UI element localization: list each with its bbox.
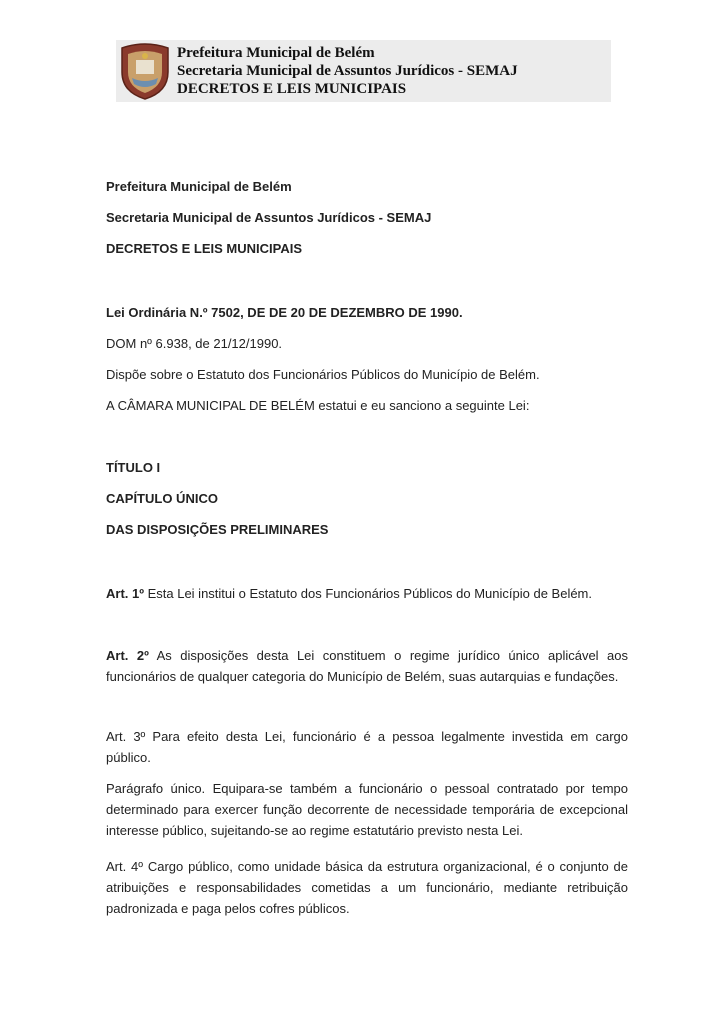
- intro-block: [106, 176, 628, 259]
- law-summary: Dispõe sobre o Estatuto dos Funcionários Públicos do Município de Belém.: [106, 367, 540, 382]
- intro-secretaria: Secretaria Municipal de Assuntos Jurídicos - SEMAJ: [106, 210, 432, 225]
- law-enactment: A CÂMARA MUNICIPAL DE BELÉM estatui e eu sanciono a seguinte Lei:: [106, 398, 530, 413]
- law-dom: DOM nº 6.938, de 21/12/1990.: [106, 336, 283, 351]
- intro-decretos: DECRETOS E LEIS MUNICIPAIS: [106, 241, 302, 256]
- heading-titulo: TÍTULO I: [106, 460, 161, 475]
- article-2-text: As disposições desta Lei constituem o regime jurídico único aplicável aos funcionários de qualquer categoria do Município de Belém, suas autarquias e fundações.: [106, 648, 629, 684]
- heading-capitulo: CAPÍTULO ÚNICO: [106, 491, 218, 506]
- header-title-block: [177, 44, 518, 98]
- article-3-paragraph: Parágrafo único. Equipara-se também a funcionário o pessoal contratado por tempo determinado para exercer função decorrente de necessidade temporária de excepcional interesse público, sujeitando-se ao regime estatutário previsto nesta Lei.: [106, 781, 628, 838]
- article-1-text: Esta Lei institui o Estatuto dos Funcionários Públicos do Município de Belém.: [143, 586, 593, 601]
- header-line-secretaria: Secretaria Municipal de Assuntos Jurídicos - SEMAJ: [177, 63, 518, 79]
- header-line-decretos: DECRETOS E LEIS MUNICIPAIS: [177, 81, 407, 97]
- article-1-label: Art. 1º: [106, 586, 144, 601]
- article-2-label: Art. 2º: [106, 648, 149, 663]
- article-4-text: Art. 4º Cargo público, como unidade básica da estrutura organizacional, é o conjunto de atribuições e responsabilidades cometidas a um funcionário, mediante retribuição padronizada e paga pelos cofres públicos.: [106, 859, 628, 916]
- article-3-text: Art. 3º Para efeito desta Lei, funcionário é a pessoa legalmente investida em cargo público.: [106, 729, 628, 765]
- header-line-prefeitura: Prefeitura Municipal de Belém: [177, 45, 375, 61]
- article-2: [106, 645, 628, 687]
- coat-of-arms-icon: [118, 42, 172, 100]
- heading-disposicoes: DAS DISPOSIÇÕES PRELIMINARES: [106, 522, 329, 537]
- law-header-block: [106, 302, 628, 416]
- law-title: Lei Ordinária N.º 7502, DE DE 20 DE DEZEMBRO DE 1990.: [106, 305, 463, 320]
- article-1: [106, 583, 628, 604]
- article-4: [106, 856, 628, 919]
- intro-prefeitura: Prefeitura Municipal de Belém: [106, 179, 292, 194]
- section-headings: [106, 457, 628, 540]
- article-3: [106, 726, 628, 841]
